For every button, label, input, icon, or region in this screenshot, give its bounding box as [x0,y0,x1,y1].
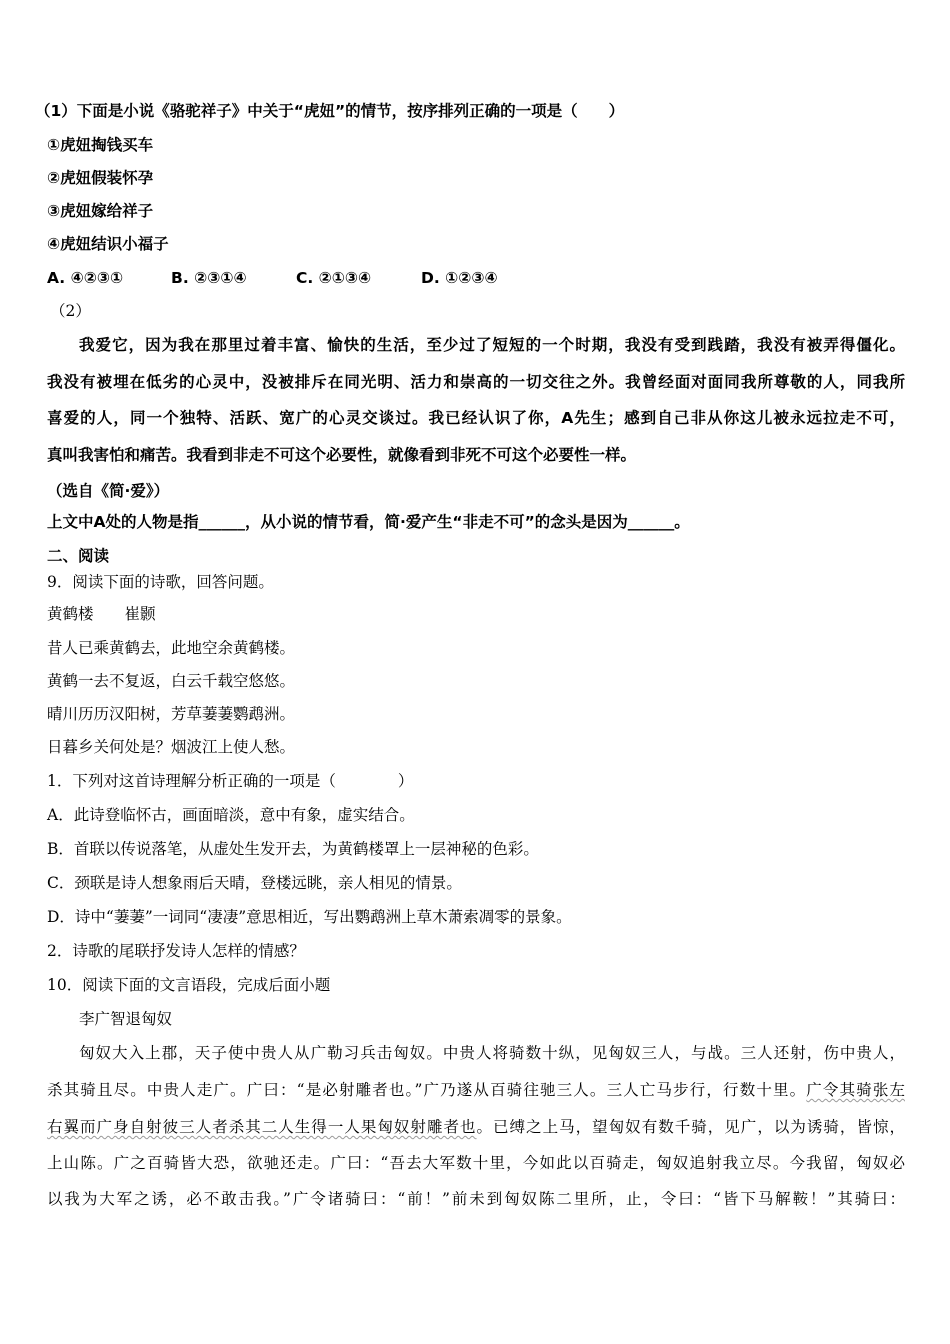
q9-stem: 9．阅读下面的诗歌，回答问题。 [47,573,274,591]
q9-option-c: C．颈联是诗人想象雨后天晴，登楼远眺，亲人相见的情景。 [47,874,462,892]
classical-line: 匈奴大入上郡，天子使中贵人从广勒习兵击匈奴。中贵人将骑数十纵，见匈奴三人，与战。三人还射，伤中贵人， [79,1044,905,1062]
q9-option-d: D．诗中“萋萋”一词同“凄凄”意思相近，写出鹦鹉洲上草木萧索凋零的景象。 [47,908,572,926]
plot-item: ②虎妞假装怀孕 [47,169,154,187]
q8-options [47,268,498,288]
grammar-underline-text: 右翼而广身自射彼三人者杀其二人生得一人果匈奴射雕者也 [47,1118,477,1136]
poem-line: 昔人已乘黄鹤去，此地空余黄鹤楼。 [47,639,296,657]
poem-line: 晴川历历汉阳树，芳草萋萋鹦鹉洲。 [47,705,296,723]
passage-line: 喜爱的人，同一个独特、活跃、宽广的心灵交谈过。我已经认识了你，A先生；感到自己非从你这儿被永远拉走不可， [47,409,905,427]
q9-option-b: B．首联以传说落笔，从虚处生发开去，为黄鹤楼罩上一层神秘的色彩。 [47,840,539,858]
grammar-underline-text: 广令其骑张左 [806,1081,905,1099]
poem-title: 黄鹤楼 崔颢 [47,605,156,623]
passage-line: 真叫我害怕和痛苦。我看到非走不可这个必要性，就像看到非死不可这个必要性一样。 [47,446,637,464]
option-d: D. ①②③④ [421,269,498,287]
q8-part2-label: （2） [50,302,91,320]
classical-line [47,1080,905,1100]
poem-line: 黄鹤一去不复返，白云千载空悠悠。 [47,672,296,690]
passage-line: 我没有被埋在低劣的心灵中，没被排斥在同光明、活力和崇高的一切交往之外。我曾经面对面同我所尊敬的人，同我所 [47,373,905,391]
poem-line: 日暮乡关何处是？烟波江上使人愁。 [47,738,296,756]
passage-line: 我爱它，因为我在那里过着丰富、愉快的生活，至少过了短短的一个时期，我没有受到践踏，我没有被弄得僵化。 [79,336,905,354]
classical-line: 以我为大军之诱，必不敢击我。”广令诸骑曰：“前！”前未到匈奴陈二里所，止，令曰：“皆下马解鞍！”其骑曰： [47,1190,905,1208]
q8-part1-stem: （1）下面是小说《骆驼祥子》中关于“虎妞”的情节，按序排列正确的一项是（ ） [35,102,625,120]
passage-source: （选自《简·爱》） [47,482,170,500]
q9-option-a: A．此诗登临怀古，画面暗淡，意中有象，虚实结合。 [47,806,415,824]
classical-text: 杀其骑且尽。中贵人走广。广曰：“是必射雕者也。”广乃遂从百骑往驰三人。三人亡马步行，行数十里。 [47,1081,807,1099]
option-b: B. ②③①④ [171,269,247,287]
q9-sub2: 2．诗歌的尾联抒发诗人怎样的情感？ [47,942,305,960]
plot-item: ③虎妞嫁给祥子 [47,202,154,220]
q9-sub1: 1．下列对这首诗理解分析正确的一项是（ ） [47,772,414,790]
q8-question: 上文中A处的人物是指______，从小说的情节看，简·爱产生“非走不可”的念头是因为______。 [47,513,690,531]
option-a: A. ④②③① [47,269,124,287]
plot-item: ④虎妞结识小福子 [47,235,169,253]
section-heading: 二、阅读 [47,547,110,565]
classical-text: 。已缚之上马，望匈奴有数千骑，见广，以为诱骑，皆惊， [476,1118,905,1136]
option-c: C. ②①③④ [296,269,372,287]
q10-stem: 10．阅读下面的文言语段，完成后面小题 [47,976,331,994]
classical-title: 李广智退匈奴 [79,1010,173,1028]
classical-line [47,1117,905,1137]
plot-item: ①虎妞掏钱买车 [47,136,154,154]
classical-line: 上山陈。广之百骑皆大恐，欲驰还走。广曰：“吾去大军数十里，今如此以百骑走，匈奴追射我立尽。今我留，匈奴必 [47,1154,905,1172]
